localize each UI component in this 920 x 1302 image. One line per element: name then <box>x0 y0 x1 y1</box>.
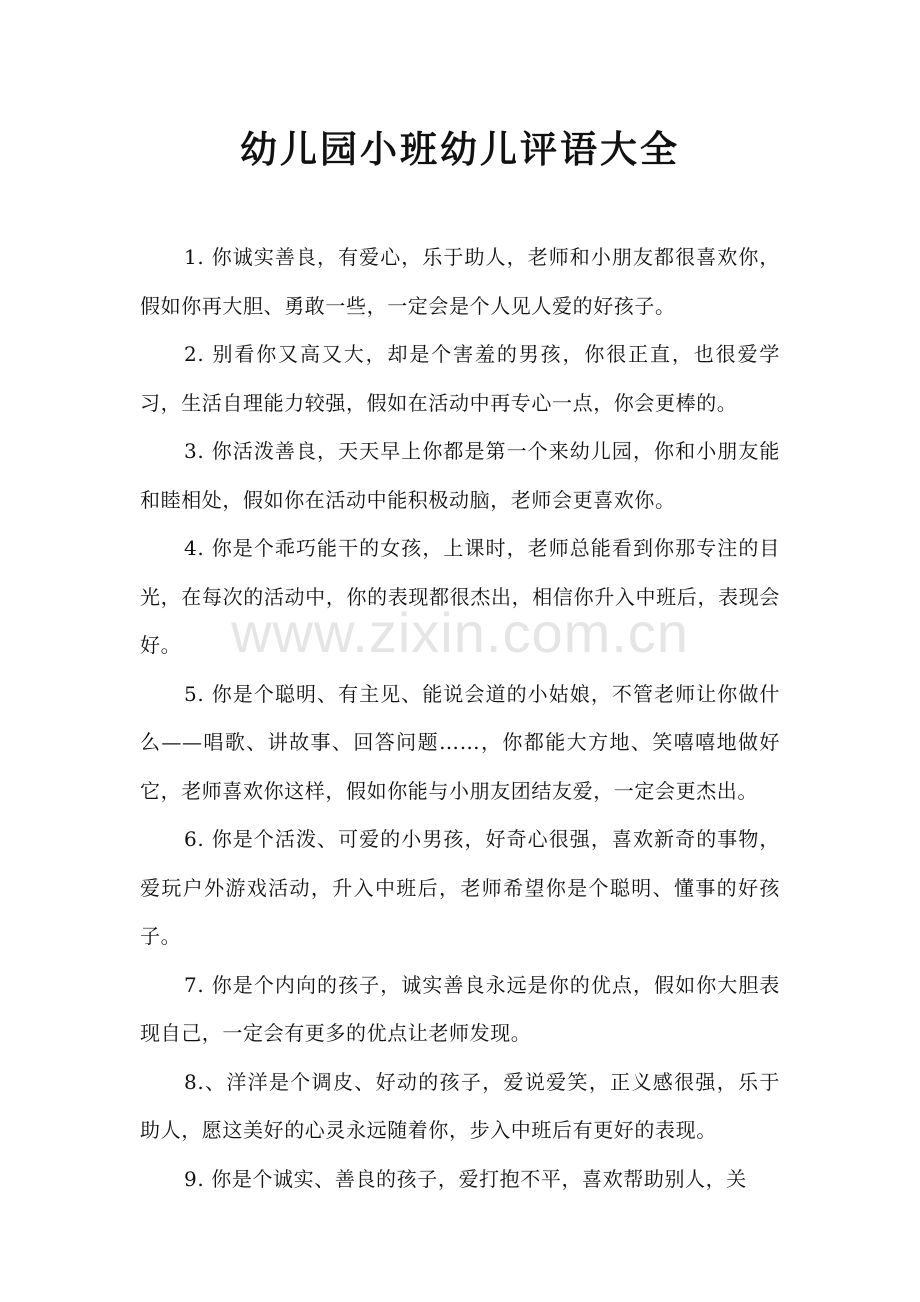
paragraph-4: 4. 你是个乖巧能干的女孩，上课时，老师总能看到你那专注的目光，在每次的活动中，你的表现都很杰出，相信你升入中班后，表现会好。 <box>140 536 780 657</box>
paragraph-2: 2. 别看你又高又大，却是个害羞的男孩，你很正直，也很爱学习，生活自理能力较强，假如在活动中再专心一点，你会更棒的。 <box>140 342 780 415</box>
paragraph-7: 7. 你是个内向的孩子，诚实善良永远是你的优点，假如你大胆表现自己，一定会有更多的优点让老师发现。 <box>140 972 780 1045</box>
document-title: 幼儿园小班幼儿评语大全 <box>240 128 680 171</box>
paragraph-3: 3. 你活泼善良，天天早上你都是第一个来幼儿园，你和小朋友能和睦相处，假如你在活动中能积极动脑，老师会更喜欢你。 <box>140 439 780 512</box>
watermark-text: www.zixin.com.cn <box>231 601 689 664</box>
paragraph-1: 1. 你诚实善良，有爱心，乐于助人，老师和小朋友都很喜欢你，假如你再大胆、勇敢一些，一定会是个人见人爱的好孩子。 <box>140 245 780 318</box>
paragraph-9: 9. 你是个诚实、善良的孩子，爱打抱不平，喜欢帮助别人，关 <box>184 1166 747 1191</box>
paragraph-6: 6. 你是个活泼、可爱的小男孩，好奇心很强，喜欢新奇的事物，爱玩户外游戏活动，升入中班后，老师希望你是个聪明、懂事的好孩子。 <box>140 827 780 948</box>
paragraph-8: 8.、洋洋是个调皮、好动的孩子，爱说爱笑，正义感很强，乐于助人，愿这美好的心灵永远随着你，步入中班后有更好的表现。 <box>140 1069 780 1142</box>
document-body <box>140 233 780 1203</box>
paragraph-5: 5. 你是个聪明、有主见、能说会道的小姑娘，不管老师让你做什么——唱歌、讲故事、回答问题……，你都能大方地、笑嘻嘻地做好它，老师喜欢你这样，假如你能与小朋友团结友爱，一定会更杰出。 <box>140 681 780 803</box>
